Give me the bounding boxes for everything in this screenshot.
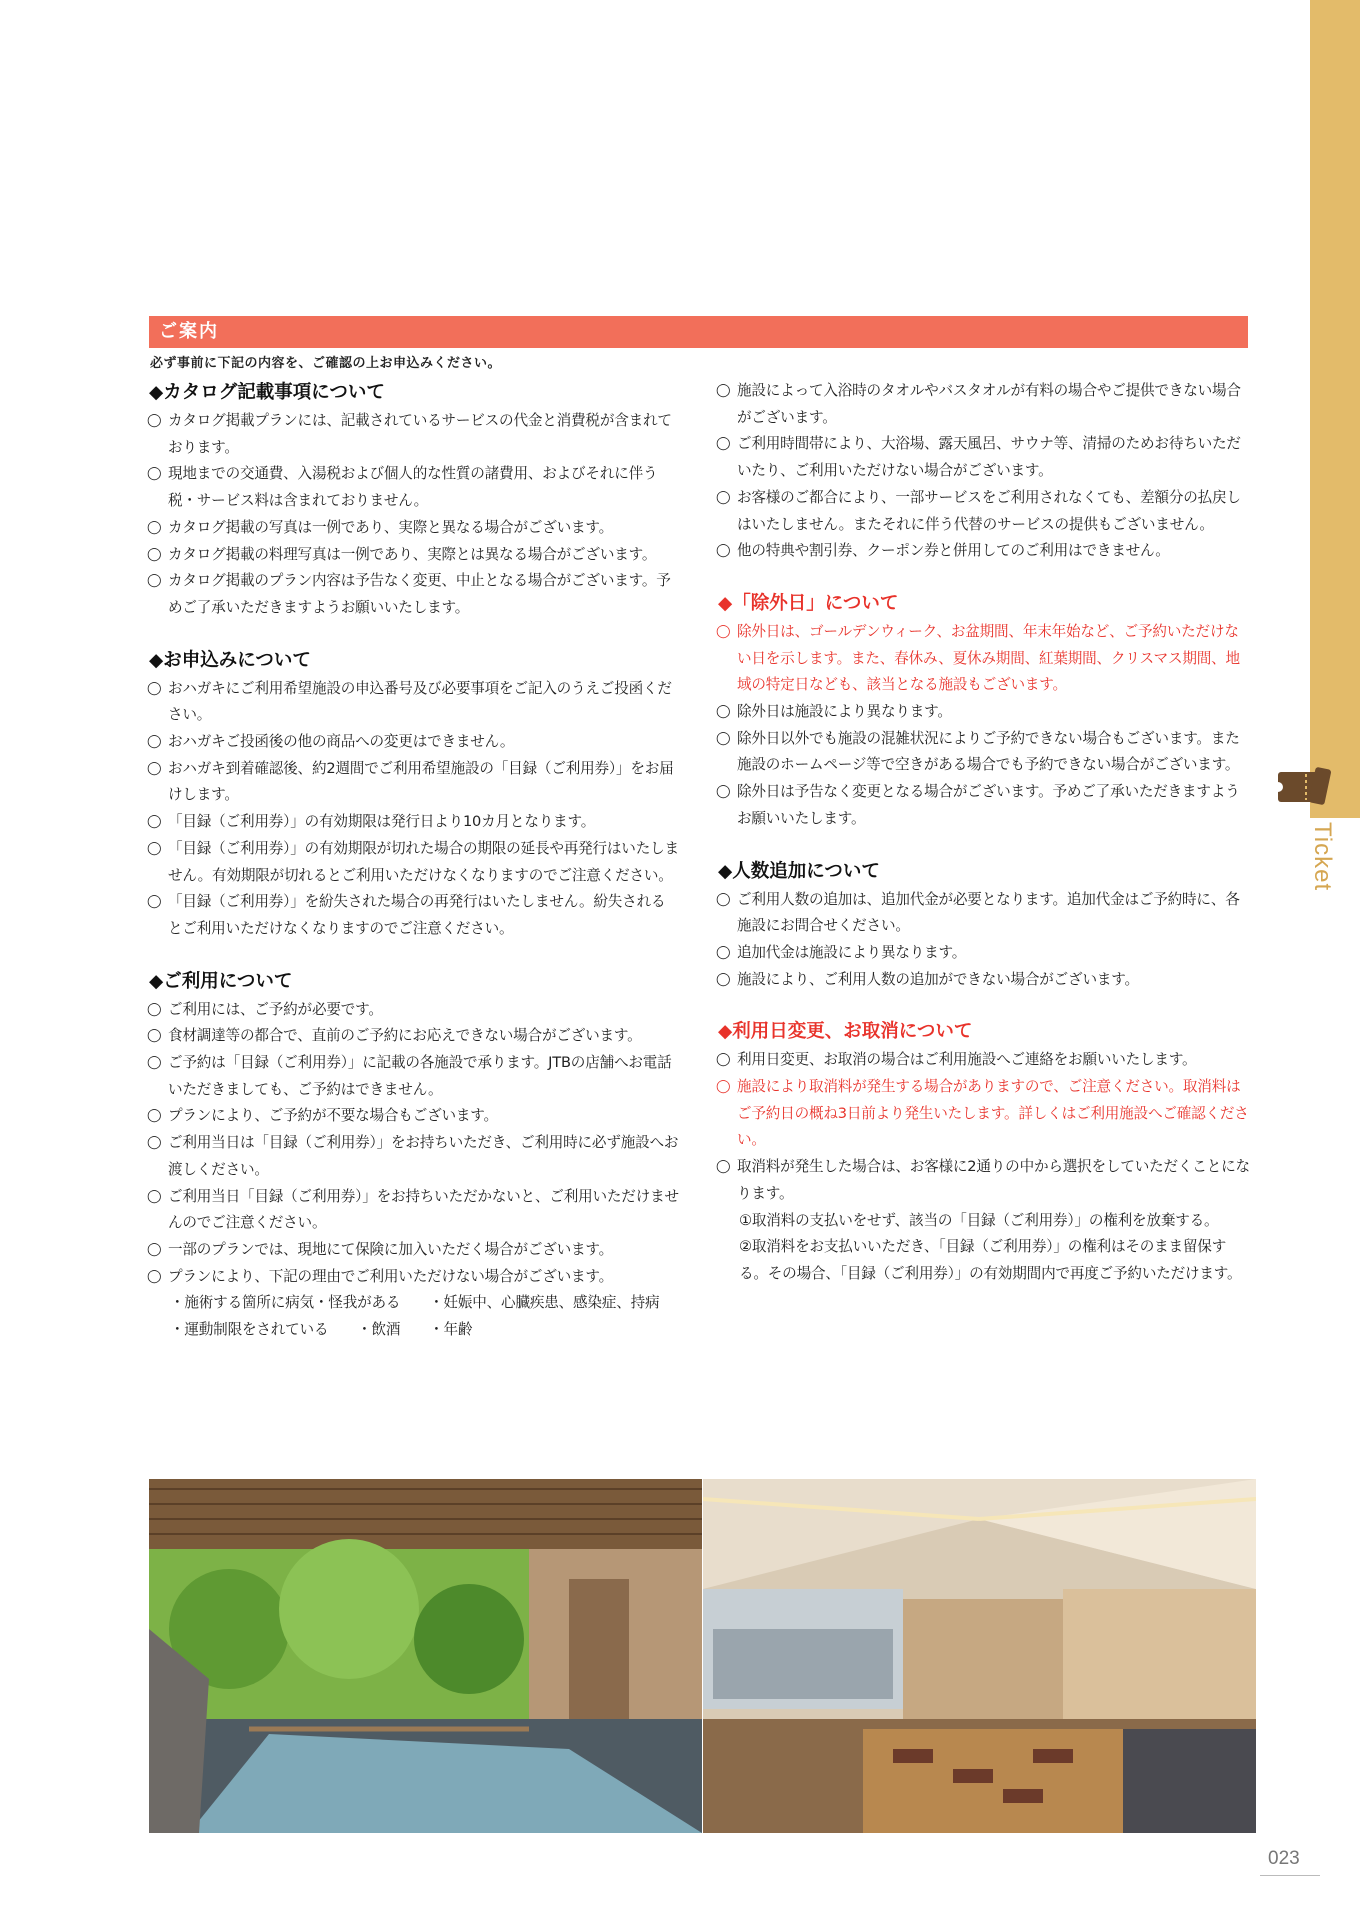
list-item bbox=[718, 967, 1250, 994]
left-column bbox=[149, 378, 679, 1368]
ticket-icon bbox=[1272, 762, 1334, 812]
list-item bbox=[149, 889, 679, 942]
list-item bbox=[149, 836, 679, 889]
list-item bbox=[718, 779, 1250, 832]
list-item bbox=[149, 515, 679, 542]
list-item bbox=[149, 1050, 679, 1103]
list-item-text: ご利用時間帯により、大浴場、露天風呂、サウナ等、清掃のためお待ちいただいたり、ご利用いただけない場合がございます。 bbox=[737, 435, 1241, 480]
list-item bbox=[149, 729, 679, 756]
section-title: ◆ご利用について bbox=[149, 970, 293, 992]
list-sub-item: ②取消料をお支払いいただき、「目録（ご利用券）」の権利はそのまま留保する。その場合、「目録（ご利用券）」の有効期間内で再度ご予約いただけます。 bbox=[739, 1238, 1242, 1282]
notice-list bbox=[149, 997, 679, 1344]
ticket-label: Ticket bbox=[1309, 822, 1336, 892]
list-item bbox=[149, 461, 679, 514]
list-item-text: 「目録（ご利用券）」の有効期限が切れた場合の期限の延長や再発行はいたしません。有効期限が切れるとご利用いただけなくなりますのでご注意ください。 bbox=[168, 839, 679, 884]
section-title: ◆お申込みについて bbox=[149, 649, 311, 671]
list-item-text: 取消料が発生した場合は、お客様に2通りの中から選択をしていただくことになります。 bbox=[737, 1158, 1250, 1202]
intro-text: 必ず事前に下記の内容を、ご確認の上お申込みください。 bbox=[150, 356, 502, 371]
list-item-text: ご利用当日「目録（ご利用券）」をお持ちいただかないと、ご利用いただけませんのでご注意ください。 bbox=[168, 1187, 679, 1232]
list-item-text: 他の特典や割引券、クーポン券と併用してのご利用はできません。 bbox=[737, 542, 1170, 560]
list-item-text: 除外日以外でも施設の混雑状況によりご予約できない場合もございます。また施設のホームページ等で空きがある場合でも予約できない場合がございます。 bbox=[737, 729, 1240, 774]
list-item bbox=[149, 756, 679, 809]
notice-section bbox=[718, 589, 1250, 833]
notice-list bbox=[718, 378, 1250, 565]
header-bar: ご案内 bbox=[149, 316, 1248, 348]
notice-section bbox=[149, 967, 679, 1344]
list-item bbox=[718, 538, 1250, 565]
list-item bbox=[718, 726, 1250, 779]
list-item-text: 施設によって入浴時のタオルやバスタオルが有料の場合やご提供できない場合がございます。 bbox=[737, 382, 1241, 426]
list-item-text: 追加代金は施設により異なります。 bbox=[737, 943, 967, 961]
section-title: ◆「除外日」について bbox=[718, 592, 899, 614]
notice-list bbox=[718, 887, 1250, 994]
list-item bbox=[149, 1023, 679, 1050]
notice-section bbox=[718, 1017, 1250, 1287]
list-item bbox=[718, 1074, 1250, 1154]
list-item-text: 除外日は予告なく変更となる場合がございます。予めご了承いただきますようお願いいたします。 bbox=[737, 783, 1240, 827]
list-item-text: カタログ掲載の写真は一例であり、実際と異なる場合がございます。 bbox=[168, 518, 614, 536]
list-item-text: ご予約は「目録（ご利用券）」に記載の各施設で承ります。JTBの店舗へお電話いただきましても、ご予約はできません。 bbox=[168, 1054, 672, 1098]
list-item-text: 現地までの交通費、入湯税および個人的な性質の諸費用、およびそれに伴う税・サービス料は含まれておりません。 bbox=[168, 465, 658, 510]
list-sub-item: ・施術する箇所に病気・怪我がある ・妊娠中、心臓疾患、感染症、持病 bbox=[170, 1294, 660, 1312]
list-item-text: カタログ掲載プランには、記載されているサービスの代金と消費税が含まれております。 bbox=[168, 412, 672, 456]
notice-section bbox=[718, 378, 1250, 565]
list-item-text: プランにより、下記の理由でご利用いただけない場合がございます。 bbox=[168, 1267, 614, 1285]
notice-list bbox=[718, 1047, 1250, 1287]
list-item bbox=[718, 485, 1250, 538]
list-item-text: ご利用人数の追加は、追加代金が必要となります。追加代金はご予約時に、各施設にお問合せください。 bbox=[737, 890, 1240, 935]
restaurant-photo bbox=[703, 1479, 1256, 1833]
list-item-text: おハガキご投函後の他の商品への変更はできません。 bbox=[168, 733, 515, 751]
list-item-text: プランにより、ご予約が不要な場合もございます。 bbox=[168, 1107, 498, 1125]
notice-section bbox=[149, 646, 679, 943]
list-item-text: 除外日は、ゴールデンウィーク、お盆期間、年末年始など、ご予約いただけない日を示します。また、春休み、夏休み期間、紅葉期間、クリスマス期間、地域の特定日なども、該当となる施設もございます。 bbox=[737, 622, 1240, 694]
list-item bbox=[149, 568, 679, 621]
list-item bbox=[149, 676, 679, 729]
notice-list bbox=[149, 676, 679, 943]
list-item bbox=[718, 887, 1250, 940]
section-title: ◆カタログ記載事項について bbox=[149, 382, 385, 403]
right-column bbox=[718, 378, 1250, 1312]
open-air-bath-photo bbox=[149, 1479, 702, 1833]
list-item bbox=[149, 408, 679, 461]
list-item bbox=[149, 997, 679, 1024]
section-title: ◆人数追加について bbox=[718, 860, 880, 882]
list-item-text: 利用日変更、お取消の場合はご利用施設へご連絡をお願いいたします。 bbox=[737, 1051, 1197, 1069]
list-item-text: 一部のプランでは、現地にて保険に加入いただく場合がございます。 bbox=[168, 1240, 614, 1258]
list-item bbox=[718, 1047, 1250, 1074]
list-item-text: 「目録（ご利用券）」の有効期限は発行日より10カ月となります。 bbox=[168, 813, 596, 831]
list-item bbox=[718, 431, 1250, 484]
section-title: ◆利用日変更、お取消について bbox=[718, 1021, 973, 1043]
list-item bbox=[149, 1184, 679, 1237]
list-item-text: おハガキ到着確認後、約2週間でご利用希望施設の「目録（ご利用券）」をお届けします。 bbox=[168, 759, 674, 804]
list-item bbox=[149, 1130, 679, 1183]
list-item bbox=[718, 1154, 1250, 1288]
notice-section bbox=[149, 378, 679, 622]
list-sub-item: ①取消料の支払いをせず、該当の「目録（ご利用券）」の権利を放棄する。 bbox=[739, 1211, 1219, 1229]
list-item bbox=[149, 542, 679, 569]
list-item-text: 除外日は施設により異なります。 bbox=[737, 703, 952, 721]
list-item bbox=[149, 1103, 679, 1130]
list-item-text: カタログ掲載の料理写真は一例であり、実際とは異なる場合がございます。 bbox=[168, 545, 657, 563]
list-item-text: 施設により、ご利用人数の追加ができない場合がございます。 bbox=[737, 970, 1139, 988]
list-item-text: カタログ掲載のプラン内容は予告なく変更、中止となる場合がございます。予めご了承いただきますようお願いいたします。 bbox=[168, 572, 671, 616]
list-item bbox=[149, 1237, 679, 1264]
notice-section bbox=[718, 857, 1250, 994]
list-item-text: 「目録（ご利用券）」を紛失された場合の再発行はいたしません。紛失されるとご利用いただけなくなりますのでご注意ください。 bbox=[168, 893, 666, 937]
list-item-text: 施設により取消料が発生する場合がありますので、ご注意ください。取消料はご予約日の概ね3日前より発生いたします。詳しくはご利用施設へご確認ください。 bbox=[737, 1078, 1249, 1149]
list-item-text: ご利用には、ご予約が必要です。 bbox=[168, 1000, 383, 1018]
side-tab bbox=[1310, 0, 1360, 818]
page-number-rule bbox=[1260, 1875, 1320, 1876]
notice-list bbox=[718, 619, 1250, 833]
notice-list bbox=[149, 408, 679, 622]
list-item-text: ご利用当日は「目録（ご利用券）」をお持ちいただき、ご利用時に必ず施設へお渡しください。 bbox=[168, 1134, 679, 1178]
list-item-text: おハガキにご利用希望施設の申込番号及び必要事項をご記入のうえご投函ください。 bbox=[168, 679, 672, 724]
list-item bbox=[718, 619, 1250, 699]
list-item bbox=[149, 1264, 679, 1344]
list-item bbox=[718, 699, 1250, 726]
list-item bbox=[718, 940, 1250, 967]
list-item bbox=[718, 378, 1250, 431]
list-item-text: 食材調達等の都合で、直前のご予約にお応えできない場合がございます。 bbox=[168, 1027, 642, 1045]
list-item bbox=[149, 809, 679, 836]
page-number: 023 bbox=[1268, 1848, 1300, 1869]
list-sub-item: ・運動制限をされている ・飲酒 ・年齢 bbox=[170, 1321, 473, 1339]
list-item-text: お客様のご都合により、一部サービスをご利用されなくても、差額分の払戻しはいたしません。またそれに伴う代替のサービスの提供もございません。 bbox=[737, 488, 1241, 533]
